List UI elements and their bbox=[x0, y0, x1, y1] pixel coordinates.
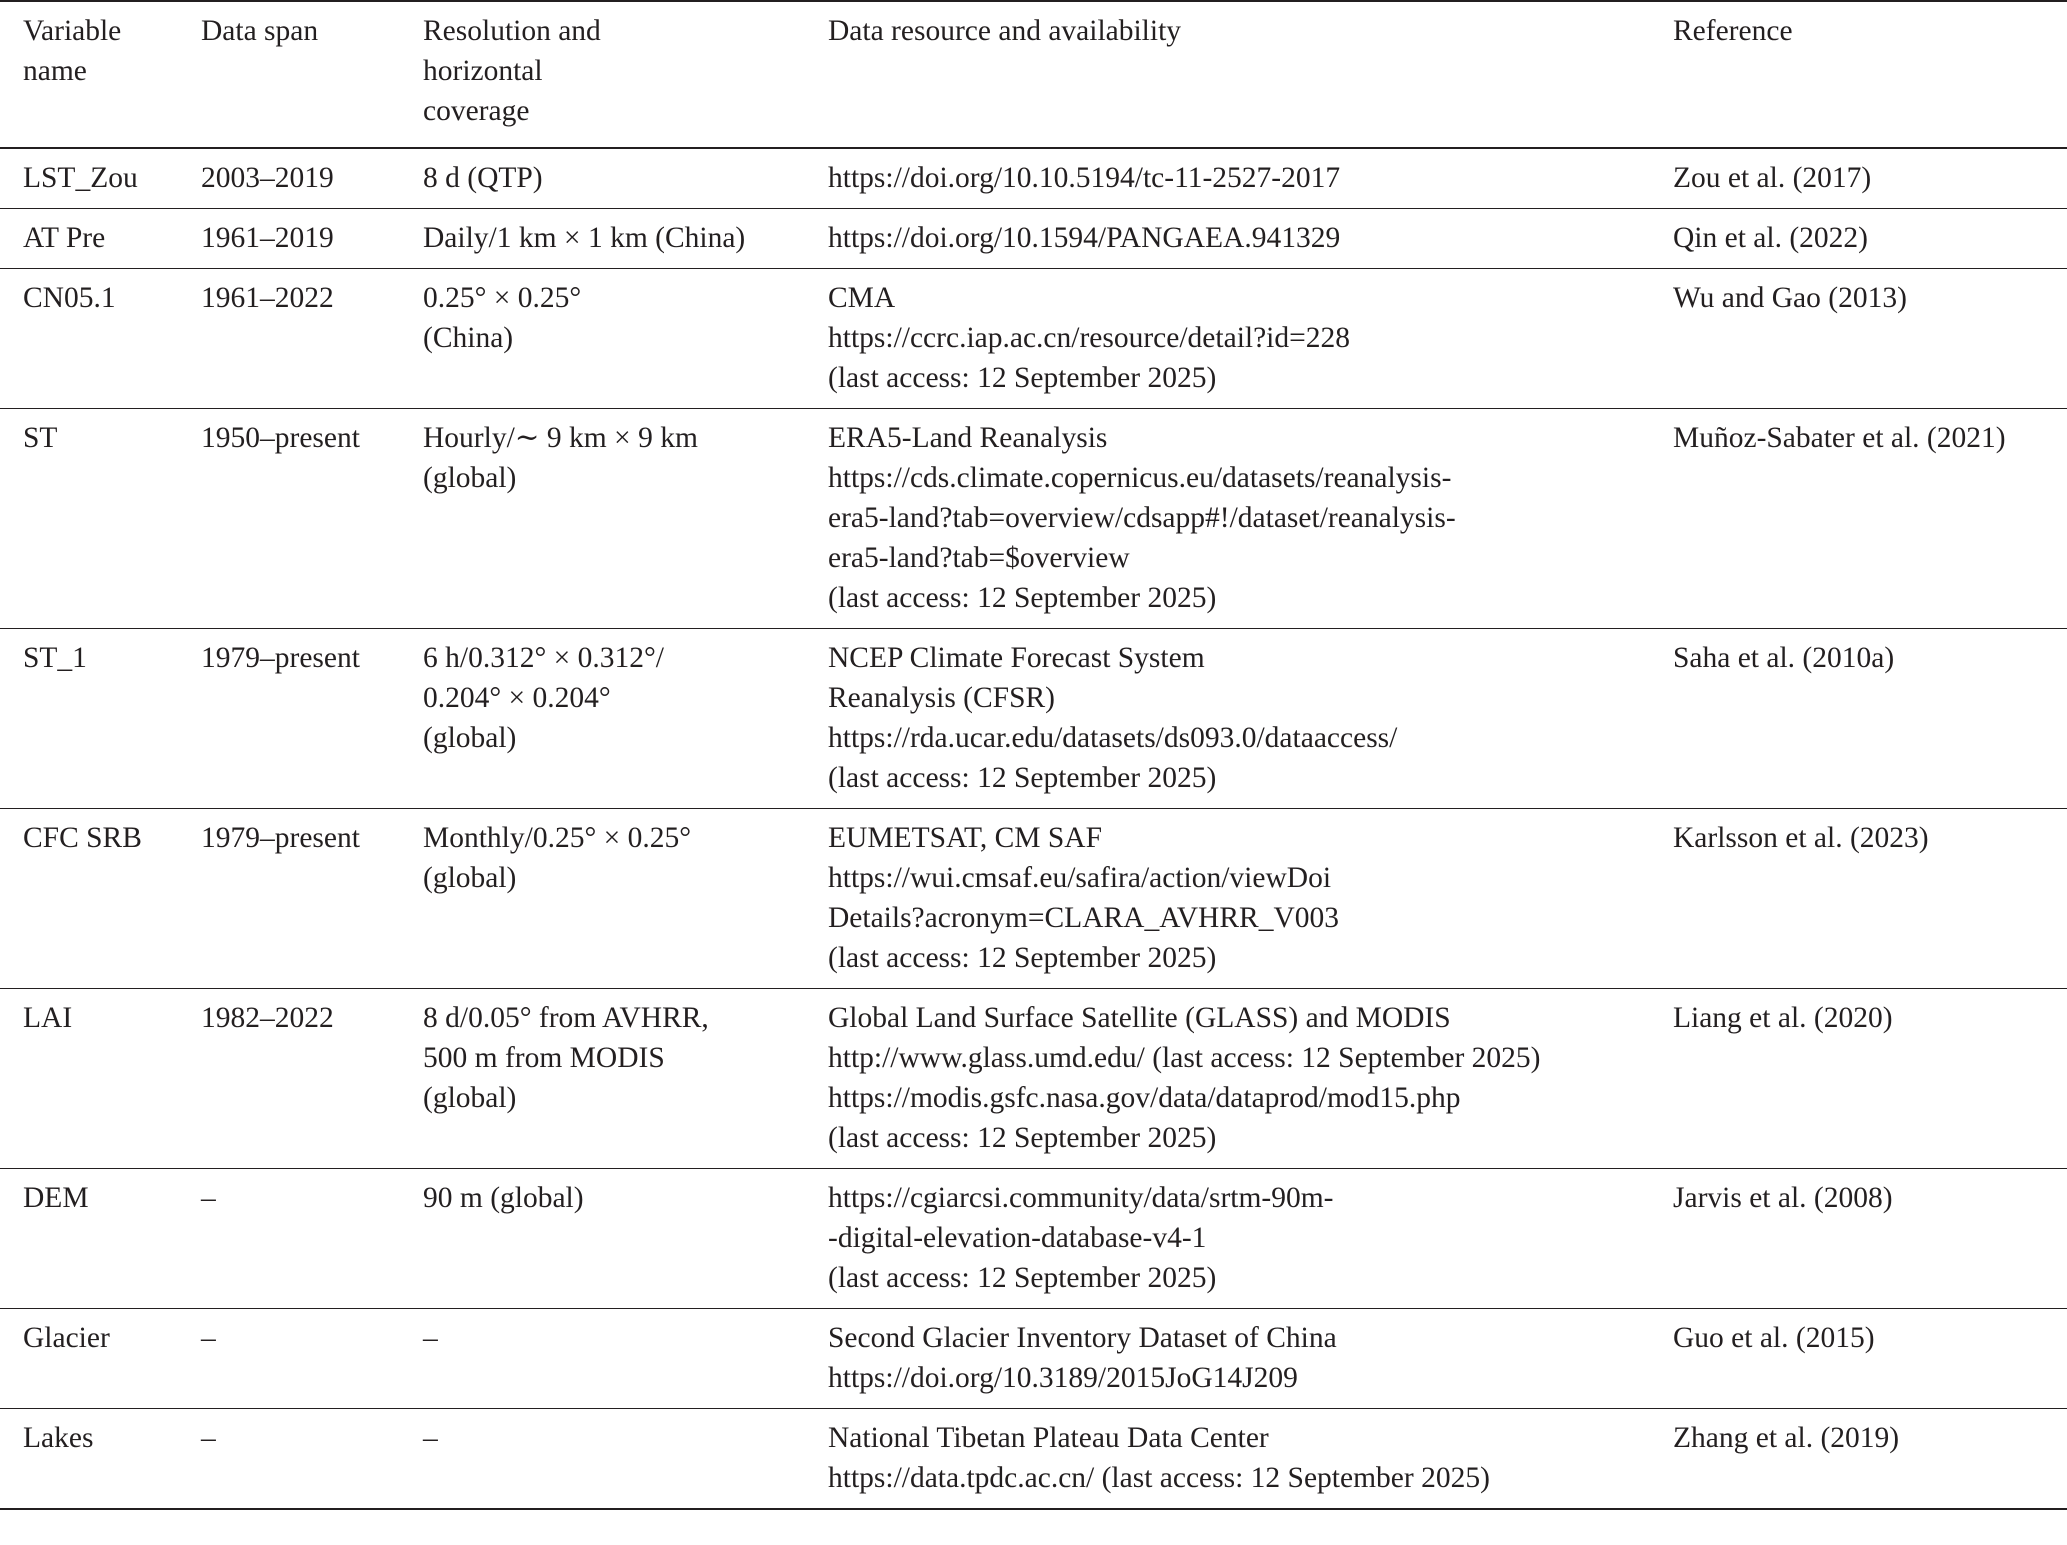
cell-resolution bbox=[423, 989, 828, 1169]
cell-text-line: (last access: 12 September 2025) bbox=[828, 942, 1217, 974]
cell-text-line: Daily/1 km × 1 km (China) bbox=[423, 222, 746, 254]
cell-text-line: (global) bbox=[423, 462, 517, 494]
cell-text-line: 2003–2019 bbox=[201, 162, 334, 194]
cell-text-line: Qin et al. (2022) bbox=[1673, 222, 1868, 254]
cell-text-line: 0.25° × 0.25° bbox=[423, 282, 582, 314]
cell-text-line: Guo et al. (2015) bbox=[1673, 1322, 1875, 1354]
cell-reference bbox=[1673, 1309, 2067, 1409]
cell-data-span bbox=[201, 809, 423, 989]
table-row bbox=[0, 1169, 2067, 1309]
cell-resolution bbox=[423, 1409, 828, 1510]
cell-text-line: – bbox=[423, 1322, 438, 1354]
header-data-span bbox=[201, 1, 423, 148]
cell-variable-name bbox=[0, 409, 201, 629]
table-row bbox=[0, 409, 2067, 629]
cell-text-line: – bbox=[201, 1422, 216, 1454]
cell-text-line: https://cgiarcsi.community/data/srtm-90m- bbox=[828, 1182, 1334, 1214]
cell-text-line: National Tibetan Plateau Data Center bbox=[828, 1422, 1269, 1454]
cell-text-line: CN05.1 bbox=[23, 282, 116, 314]
table-row bbox=[0, 629, 2067, 809]
cell-text-line: Zou et al. (2017) bbox=[1673, 162, 1872, 194]
cell-text-line: DEM bbox=[23, 1182, 89, 1214]
cell-text-line: 1979–present bbox=[201, 642, 360, 674]
header-text-line: Resolution and bbox=[423, 15, 601, 47]
cell-variable-name bbox=[0, 629, 201, 809]
header-text-line: Variable bbox=[23, 15, 122, 47]
cell-text-line: (last access: 12 September 2025) bbox=[828, 1122, 1217, 1154]
cell-text-line: 500 m from MODIS bbox=[423, 1042, 665, 1074]
cell-text-line: (last access: 12 September 2025) bbox=[828, 1262, 1217, 1294]
cell-data-span bbox=[201, 209, 423, 269]
cell-text-line: Reanalysis (CFSR) bbox=[828, 682, 1055, 714]
cell-text-line: 1982–2022 bbox=[201, 1002, 334, 1034]
table-row bbox=[0, 1309, 2067, 1409]
cell-text-line: https://doi.org/10.10.5194/tc-11-2527-2017 bbox=[828, 162, 1341, 194]
cell-text-line: https://modis.gsfc.nasa.gov/data/dataprod/mod15.php bbox=[828, 1082, 1461, 1114]
header-text-line: name bbox=[23, 55, 87, 87]
cell-text-line: 8 d/0.05° from AVHRR, bbox=[423, 1002, 709, 1034]
cell-text-line: (global) bbox=[423, 1082, 517, 1114]
cell-text-line: 1961–2019 bbox=[201, 222, 334, 254]
cell-resolution bbox=[423, 409, 828, 629]
cell-text-line: (last access: 12 September 2025) bbox=[828, 362, 1217, 394]
cell-text-line: https://doi.org/10.1594/PANGAEA.941329 bbox=[828, 222, 1341, 254]
cell-text-line: (global) bbox=[423, 722, 517, 754]
cell-reference bbox=[1673, 1409, 2067, 1510]
cell-text-line: Karlsson et al. (2023) bbox=[1673, 822, 1929, 854]
header-text-line: Reference bbox=[1673, 15, 1793, 47]
cell-variable-name bbox=[0, 1309, 201, 1409]
cell-text-line: 1979–present bbox=[201, 822, 360, 854]
header-text-line: Data span bbox=[201, 15, 319, 47]
cell-text-line: 1950–present bbox=[201, 422, 360, 454]
cell-reference bbox=[1673, 1169, 2067, 1309]
cell-data-resource bbox=[828, 1409, 1673, 1510]
cell-reference bbox=[1673, 989, 2067, 1169]
cell-variable-name bbox=[0, 809, 201, 989]
cell-text-line: CMA bbox=[828, 282, 896, 314]
table-row bbox=[0, 1409, 2067, 1510]
cell-text-line: 90 m (global) bbox=[423, 1182, 584, 1214]
cell-text-line: Glacier bbox=[23, 1322, 110, 1354]
cell-variable-name bbox=[0, 989, 201, 1169]
cell-text-line: Second Glacier Inventory Dataset of China bbox=[828, 1322, 1337, 1354]
cell-text-line: – bbox=[201, 1182, 216, 1214]
cell-text-line: Monthly/0.25° × 0.25° bbox=[423, 822, 692, 854]
cell-text-line: https://doi.org/10.3189/2015JoG14J209 bbox=[828, 1362, 1298, 1394]
cell-text-line: ERA5-Land Reanalysis bbox=[828, 422, 1108, 454]
table-row bbox=[0, 809, 2067, 989]
cell-reference bbox=[1673, 269, 2067, 409]
cell-text-line: era5-land?tab=$overview bbox=[828, 542, 1130, 574]
cell-text-line: Global Land Surface Satellite (GLASS) and MODIS bbox=[828, 1002, 1451, 1034]
cell-text-line: https://rda.ucar.edu/datasets/ds093.0/dataaccess/ bbox=[828, 722, 1398, 754]
cell-text-line: Zhang et al. (2019) bbox=[1673, 1422, 1900, 1454]
cell-reference bbox=[1673, 209, 2067, 269]
cell-data-span bbox=[201, 989, 423, 1169]
cell-reference bbox=[1673, 809, 2067, 989]
cell-text-line: Details?acronym=CLARA_AVHRR_V003 bbox=[828, 902, 1339, 934]
cell-text-line: (last access: 12 September 2025) bbox=[828, 582, 1217, 614]
cell-variable-name bbox=[0, 1409, 201, 1510]
header-text-line: horizontal bbox=[423, 55, 543, 87]
cell-text-line: ST bbox=[23, 422, 58, 454]
header-reference bbox=[1673, 1, 2067, 148]
cell-text-line: 6 h/0.312° × 0.312°/ bbox=[423, 642, 664, 674]
cell-text-line: Liang et al. (2020) bbox=[1673, 1002, 1893, 1034]
header-variable-name bbox=[0, 1, 201, 148]
cell-data-resource bbox=[828, 629, 1673, 809]
cell-text-line: era5-land?tab=overview/cdsapp#!/dataset/reanalysis- bbox=[828, 502, 1456, 534]
cell-text-line: https://data.tpdc.ac.cn/ (last access: 12 September 2025) bbox=[828, 1462, 1490, 1494]
cell-text-line: (last access: 12 September 2025) bbox=[828, 762, 1217, 794]
cell-text-line: – bbox=[201, 1322, 216, 1354]
cell-text-line: ST_1 bbox=[23, 642, 87, 674]
header-row bbox=[0, 1, 2067, 148]
cell-text-line: (China) bbox=[423, 322, 514, 354]
cell-text-line: (global) bbox=[423, 862, 517, 894]
cell-text-line: 0.204° × 0.204° bbox=[423, 682, 611, 714]
cell-text-line: – bbox=[423, 1422, 438, 1454]
cell-data-resource bbox=[828, 409, 1673, 629]
cell-data-resource bbox=[828, 989, 1673, 1169]
table-body bbox=[0, 148, 2067, 1509]
cell-reference bbox=[1673, 629, 2067, 809]
cell-reference bbox=[1673, 148, 2067, 209]
cell-data-resource bbox=[828, 1309, 1673, 1409]
cell-text-line: CFC SRB bbox=[23, 822, 142, 854]
cell-text-line: https://cds.climate.copernicus.eu/datasets/reanalysis- bbox=[828, 462, 1452, 494]
cell-text-line: http://www.glass.umd.edu/ (last access: 12 September 2025) bbox=[828, 1042, 1541, 1074]
cell-variable-name bbox=[0, 209, 201, 269]
cell-data-span bbox=[201, 1169, 423, 1309]
cell-resolution bbox=[423, 629, 828, 809]
table-row bbox=[0, 209, 2067, 269]
cell-reference bbox=[1673, 409, 2067, 629]
cell-data-span bbox=[201, 148, 423, 209]
cell-text-line: -digital-elevation-database-v4-1 bbox=[828, 1222, 1207, 1254]
cell-text-line: https://ccrc.iap.ac.cn/resource/detail?id=228 bbox=[828, 322, 1351, 354]
cell-text-line: Wu and Gao (2013) bbox=[1673, 282, 1907, 314]
cell-resolution bbox=[423, 269, 828, 409]
header-resolution bbox=[423, 1, 828, 148]
cell-data-span bbox=[201, 1409, 423, 1510]
header-text-line: Data resource and availability bbox=[828, 15, 1182, 47]
cell-data-span bbox=[201, 1309, 423, 1409]
cell-text-line: Hourly/∼ 9 km × 9 km bbox=[423, 422, 698, 454]
cell-text-line: 1961–2022 bbox=[201, 282, 334, 314]
table-row bbox=[0, 148, 2067, 209]
header-text-line: coverage bbox=[423, 95, 530, 127]
cell-text-line: NCEP Climate Forecast System bbox=[828, 642, 1205, 674]
cell-resolution bbox=[423, 1309, 828, 1409]
cell-variable-name bbox=[0, 269, 201, 409]
table-header bbox=[0, 1, 2067, 148]
cell-data-resource bbox=[828, 209, 1673, 269]
cell-text-line: Jarvis et al. (2008) bbox=[1673, 1182, 1893, 1214]
cell-text-line: Saha et al. (2010a) bbox=[1673, 642, 1895, 674]
cell-resolution bbox=[423, 148, 828, 209]
cell-data-span bbox=[201, 629, 423, 809]
cell-text-line: AT Pre bbox=[23, 222, 106, 254]
cell-data-span bbox=[201, 409, 423, 629]
table-row bbox=[0, 269, 2067, 409]
table-row bbox=[0, 989, 2067, 1169]
cell-data-resource bbox=[828, 1169, 1673, 1309]
cell-text-line: LAI bbox=[23, 1002, 73, 1034]
cell-text-line: https://wui.cmsaf.eu/safira/action/viewDoi bbox=[828, 862, 1332, 894]
cell-text-line: EUMETSAT, CM SAF bbox=[828, 822, 1103, 854]
cell-text-line: LST_Zou bbox=[23, 162, 138, 194]
header-data-resource bbox=[828, 1, 1673, 148]
cell-data-resource bbox=[828, 269, 1673, 409]
cell-text-line: Muñoz-Sabater et al. (2021) bbox=[1673, 422, 2006, 454]
cell-data-resource bbox=[828, 809, 1673, 989]
cell-data-span bbox=[201, 269, 423, 409]
cell-text-line: 8 d (QTP) bbox=[423, 162, 543, 194]
cell-text-line: Lakes bbox=[23, 1422, 94, 1454]
cell-resolution bbox=[423, 1169, 828, 1309]
cell-variable-name bbox=[0, 1169, 201, 1309]
cell-variable-name bbox=[0, 148, 201, 209]
cell-resolution bbox=[423, 809, 828, 989]
cell-resolution bbox=[423, 209, 828, 269]
cell-data-resource bbox=[828, 148, 1673, 209]
